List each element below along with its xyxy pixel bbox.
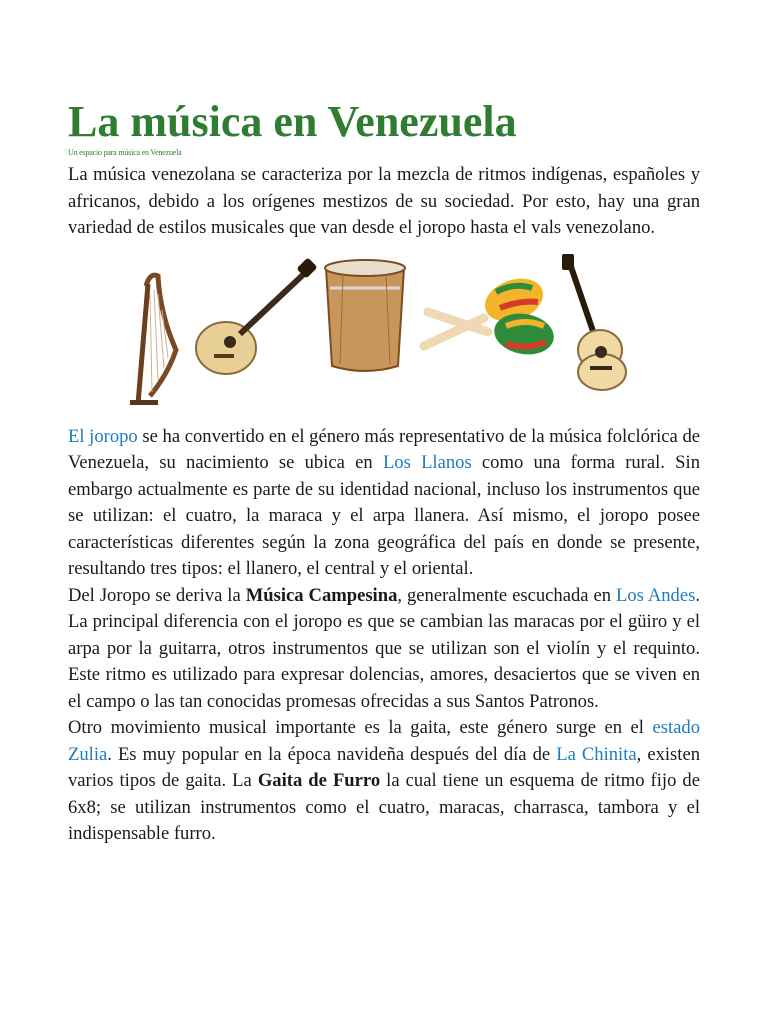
- gaita-text-1: Otro movimiento musical importante es la gaita, este género surge en el: [68, 717, 653, 738]
- intro-paragraph: La música venezolana se caracteriza por la mezcla de ritmos indígenas, españoles y africanos, debido a los orígenes mestizos de su sociedad. Por esto, hay una gran variedad de estilos musicales que van desde el joropo hasta el vals venezolano.: [68, 164, 700, 238]
- page-title: La música en Venezuela: [68, 97, 517, 146]
- campesina-text-1: Del Joropo se deriva la: [68, 584, 246, 606]
- document-page: [68, 96, 700, 848]
- drum-icon: [325, 260, 405, 371]
- mandolin-icon: [196, 257, 318, 374]
- joropo-paragraph: [68, 424, 700, 583]
- campesina-text-2: , generalmente escuchada en: [397, 584, 616, 606]
- maracas-icon: [424, 270, 557, 358]
- gaita-paragraph: [68, 715, 700, 848]
- los-llanos-link[interactable]: Los Llanos: [382, 452, 472, 473]
- los-andes-link[interactable]: Los Andes: [616, 584, 696, 606]
- gaita-text-4: la cual tiene un esquema de ritmo fijo de 6x8; se utilizan instrumentos como el cuatro, maracas, charrasca, tambora y el indispensable furro.: [68, 770, 700, 844]
- la-chinita-link[interactable]: La Chinita: [556, 743, 637, 765]
- joropo-text-1: se ha convertido en el género más representativo de la música folclórica de Venezuela, su nacimiento se ubica en: [68, 425, 701, 473]
- gaita-de-furro-bold: Gaita de Furro: [257, 770, 381, 791]
- campesina-paragraph: [68, 583, 700, 716]
- instruments-image: [68, 254, 700, 412]
- campesina-text-3: . La principal diferencia con el joropo es que se cambian las maracas por el güiro y el arpa por la guitarra, otros instrumentos que se utilizan son el violín y el requinto. Este ritmo es utilizado para expresar dolencias, amores, desaciertos que se viven en el campo o las tan conocidas promesas ofrecidas a sus Santos Patronos.: [68, 584, 701, 712]
- estado-zulia-link[interactable]: estado Zulia: [68, 717, 700, 765]
- harp-icon: [130, 275, 176, 405]
- musica-campesina-bold: Música Campesina: [245, 584, 398, 606]
- page-subtitle: Un espacio para música en Venezuela: [68, 148, 182, 157]
- cuatro-icon: [562, 254, 626, 390]
- gaita-text-3: , existen varios tipos de gaita. La: [68, 743, 700, 791]
- instruments-illustration: [68, 254, 700, 412]
- gaita-text-2: . Es muy popular en la época navideña después del día de: [107, 743, 557, 765]
- el-joropo-link[interactable]: El joropo: [68, 425, 138, 447]
- joropo-text-2: como una forma rural. Sin embargo actualmente es parte de su identidad nacional, incluso los instrumentos que se utilizan: el cuatro, la maraca y el arpa llanera. Así mismo, el joropo posee características diferentes según la zona geográfica del país en donde se presente, resultando tres tipos: el llanero, el central y el oriental.: [68, 452, 700, 579]
